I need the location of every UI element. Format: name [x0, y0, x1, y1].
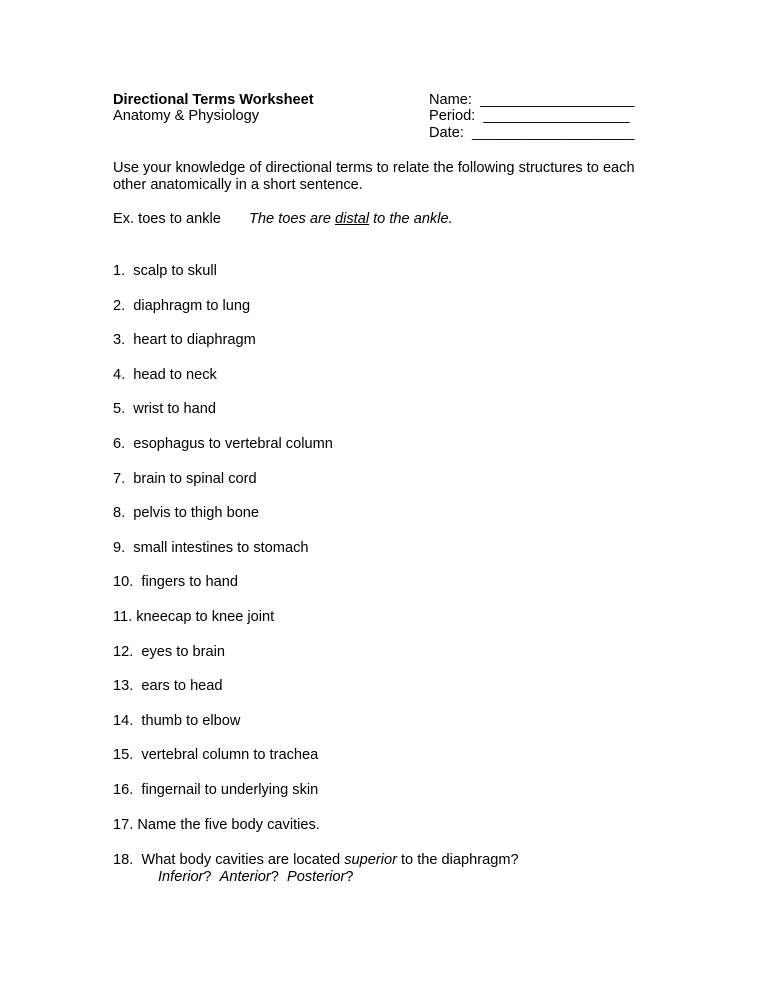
question-item: 3. heart to diaphragm: [113, 332, 256, 349]
q18-inferior: Inferior: [158, 869, 204, 885]
question-item: 6. esophagus to vertebral column: [113, 435, 333, 452]
question-item: 13. ears to head: [113, 678, 223, 695]
instructions-line-1: Use your knowledge of directional terms to relate the following structures to each: [113, 160, 635, 176]
question-item: 10. fingers to hand: [113, 574, 238, 591]
question-item: 4. head to neck: [113, 366, 217, 383]
question-item: 14. thumb to elbow: [113, 712, 241, 729]
worksheet-title: Directional Terms Worksheet: [113, 92, 314, 108]
example-answer-term: distal: [335, 211, 370, 227]
question-18: [113, 852, 519, 869]
q18-mark: ?: [345, 869, 354, 885]
example-answer-post: to the ankle.: [369, 211, 453, 227]
date-blank: ____________________: [472, 125, 635, 141]
q18-pre: 18. What body cavities are located: [113, 852, 345, 868]
question-list: [113, 263, 333, 851]
question-item: 15. vertebral column to trachea: [113, 747, 319, 764]
example-answer: [249, 211, 453, 228]
question-item: 16. fingernail to underlying skin: [113, 781, 319, 798]
q18-term: superior: [344, 852, 397, 868]
course-subtitle: Anatomy & Physiology: [113, 108, 260, 124]
question-item: 2. diaphragm to lung: [113, 297, 251, 314]
example-prompt: Ex. toes to ankle: [113, 211, 221, 227]
period-blank: __________________: [483, 108, 630, 124]
question-item: 1. scalp to skull: [113, 263, 217, 279]
name-blank: ___________________: [480, 92, 635, 108]
q18-post: to the diaphragm?: [396, 852, 519, 868]
name-field[interactable]: [429, 92, 634, 109]
question-item: 7. brain to spinal cord: [113, 470, 257, 487]
question-item: 9. small intestines to stomach: [113, 539, 309, 556]
question-item: 5. wrist to hand: [113, 401, 217, 418]
date-label: Date:: [429, 125, 464, 141]
period-field[interactable]: [429, 108, 629, 125]
question-18-line-2: [158, 869, 354, 886]
date-field[interactable]: [429, 125, 634, 142]
question-item: 17. Name the five body cavities.: [113, 816, 320, 833]
q18-mark: ?: [203, 869, 220, 885]
instructions-line-2: other anatomically in a short sentence.: [113, 177, 363, 193]
name-label: Name:: [429, 92, 472, 108]
question-item: 11. kneecap to knee joint: [113, 608, 275, 625]
q18-posterior: Posterior: [287, 869, 346, 885]
q18-anterior: Anterior: [219, 869, 271, 885]
question-item: 12. eyes to brain: [113, 643, 225, 660]
period-label: Period:: [429, 108, 476, 124]
q18-mark: ?: [270, 869, 287, 885]
example-answer-pre: The toes are: [249, 211, 335, 227]
question-item: 8. pelvis to thigh bone: [113, 505, 260, 522]
